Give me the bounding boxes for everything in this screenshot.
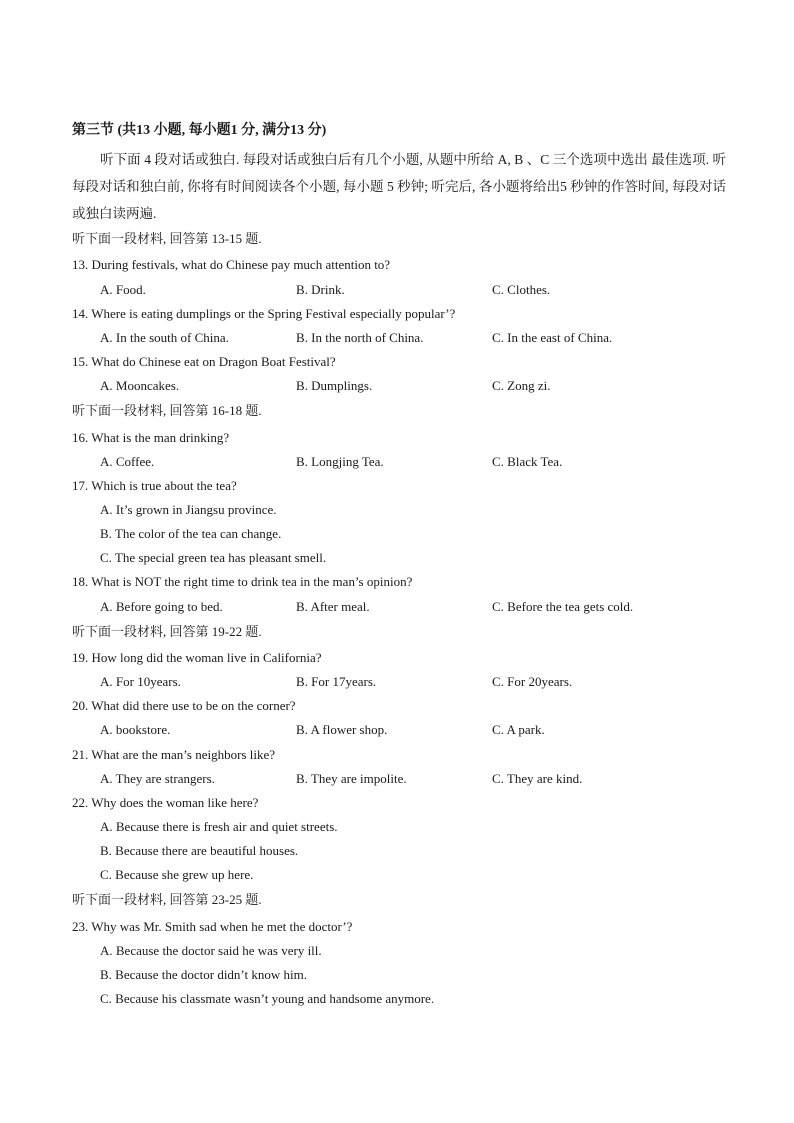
option-16-c: C. Black Tea. bbox=[492, 454, 563, 469]
option-22-b: B. Because there are beautiful houses. bbox=[100, 843, 299, 858]
section-instruction: 听下面一段材料, 回答第 16-18 题. bbox=[72, 403, 262, 418]
option-20-a: A. bookstore. bbox=[100, 722, 171, 737]
question-16: 16. What is the man drinking? bbox=[72, 430, 230, 445]
section-instruction: 听下面一段材料, 回答第 19-22 题. bbox=[72, 624, 262, 639]
option-15-b: B. Dumplings. bbox=[296, 378, 373, 393]
option-23-b: B. Because the doctor didn’t know him. bbox=[100, 967, 308, 982]
option-20-c: C. A park. bbox=[492, 722, 545, 737]
option-14-b: B. In the north of China. bbox=[296, 330, 424, 345]
option-23-a: A. Because the doctor said he was very ill. bbox=[100, 943, 322, 958]
option-23-c: C. Because his classmate wasn’t young and handsome anymore. bbox=[100, 991, 435, 1006]
question-20: 20. What did there use to be on the corner? bbox=[72, 698, 296, 713]
option-14-a: A. In the south of China. bbox=[100, 330, 229, 345]
option-16-b: B. Longjing Tea. bbox=[296, 454, 384, 469]
question-15: 15. What do Chinese eat on Dragon Boat Festival? bbox=[72, 354, 336, 369]
option-14-c: C. In the east of China. bbox=[492, 330, 613, 345]
section-instruction: 听下面一段材料, 回答第 13-15 题. bbox=[72, 231, 262, 246]
option-22-c: C. Because she grew up here. bbox=[100, 867, 254, 882]
option-19-c: C. For 20years. bbox=[492, 674, 573, 689]
option-19-a: A. For 10years. bbox=[100, 674, 181, 689]
option-21-a: A. They are strangers. bbox=[100, 771, 215, 786]
option-22-a: A. Because there is fresh air and quiet streets. bbox=[100, 819, 338, 834]
option-19-b: B. For 17years. bbox=[296, 674, 377, 689]
option-15-c: C. Zong zi. bbox=[492, 378, 551, 393]
option-17-b: B. The color of the tea can change. bbox=[100, 526, 282, 541]
section-instruction: 听下面一段材料, 回答第 23-25 题. bbox=[72, 892, 262, 907]
option-13-c: C. Clothes. bbox=[492, 282, 551, 297]
option-15-a: A. Mooncakes. bbox=[100, 378, 180, 393]
question-14: 14. Where is eating dumplings or the Spring Festival especially popular’? bbox=[72, 306, 456, 321]
question-13: 13. During festivals, what do Chinese pay much attention to? bbox=[72, 257, 391, 272]
option-17-a: A. It’s grown in Jiangsu province. bbox=[100, 502, 277, 517]
option-17-c: C. The special green tea has pleasant smell. bbox=[100, 550, 327, 565]
question-23: 23. Why was Mr. Smith sad when he met the doctor’? bbox=[72, 919, 353, 934]
option-21-c: C. They are kind. bbox=[492, 771, 583, 786]
option-18-c: C. Before the tea gets cold. bbox=[492, 599, 634, 614]
option-18-b: B. After meal. bbox=[296, 599, 370, 614]
section-heading: 第三节 (共13 小题, 每小题1 分, 满分13 分) bbox=[72, 123, 327, 138]
question-21: 21. What are the man’s neighbors like? bbox=[72, 747, 276, 762]
question-18: 18. What is NOT the right time to drink tea in the man’s opinion? bbox=[72, 574, 413, 589]
question-17: 17. Which is true about the tea? bbox=[72, 478, 237, 493]
option-18-a: A. Before going to bed. bbox=[100, 599, 223, 614]
option-21-b: B. They are impolite. bbox=[296, 771, 407, 786]
question-19: 19. How long did the woman live in California? bbox=[72, 650, 322, 665]
option-20-b: B. A flower shop. bbox=[296, 722, 388, 737]
option-13-a: A. Food. bbox=[100, 282, 146, 297]
question-22: 22. Why does the woman like here? bbox=[72, 795, 259, 810]
option-13-b: B. Drink. bbox=[296, 282, 345, 297]
option-16-a: A. Coffee. bbox=[100, 454, 155, 469]
instructions-paragraph: 听下面 4 段对话或独白. 每段对话或独白后有几个小题, 从题中所给 A, B 、C 三个选项中选出 最佳选项. 听每段对话和独白前, 你将有时间阅读各个小题, 每小题 5 秒钟; 听完后, 各小题将给出5 秒钟的作答时间, 每段对话或独白读两遍. bbox=[72, 152, 726, 221]
